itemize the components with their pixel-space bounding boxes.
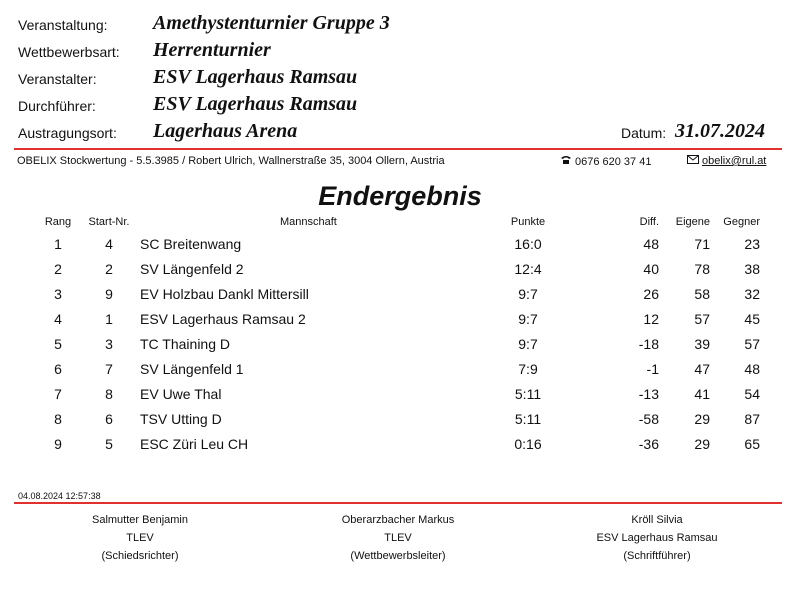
own-cell: 39: [694, 336, 710, 352]
team-cell: TC Thaining D: [140, 336, 231, 352]
signature-name: Oberarzbacher Markus: [341, 514, 455, 526]
points-cell: 16:0: [514, 236, 542, 252]
diff-cell: -1: [646, 361, 659, 377]
diff-cell: -18: [638, 336, 659, 352]
start-cell: 9: [105, 286, 113, 302]
table-row: [0, 386, 800, 411]
points-cell: 9:7: [518, 311, 538, 327]
team-cell: EV Holzbau Dankl Mittersill: [140, 286, 309, 302]
table-row: [0, 236, 800, 261]
diff-cell: 12: [643, 311, 659, 327]
software-info: OBELIX Stockwertung - 5.5.3985 / Robert Ulrich, Wallnerstraße 35, 3004 Ollern, Austria: [17, 155, 445, 167]
date-label: Datum:: [621, 125, 667, 141]
signature-secretary: [547, 511, 767, 565]
table-row: [0, 361, 800, 386]
opp-cell: 23: [744, 236, 760, 252]
own-cell: 71: [694, 236, 710, 252]
col-rank: Rang: [44, 216, 72, 228]
diff-cell: 40: [643, 261, 659, 277]
event-value: Amethystenturnier Gruppe 3: [153, 12, 390, 34]
header-organizer: [0, 66, 800, 92]
signature-org: TLEV: [126, 532, 154, 544]
email-link[interactable]: obelix@rul.at: [702, 155, 767, 167]
rank-cell: 4: [54, 311, 62, 327]
phone-info: [560, 155, 651, 168]
opp-cell: 48: [744, 361, 760, 377]
diff-cell: -13: [638, 386, 659, 402]
points-cell: 9:7: [518, 286, 538, 302]
own-cell: 29: [694, 411, 710, 427]
start-cell: 4: [105, 236, 113, 252]
rank-cell: 6: [54, 361, 62, 377]
envelope-icon: [687, 155, 699, 167]
venue-value: Lagerhaus Arena: [153, 120, 298, 142]
points-cell: 12:4: [514, 261, 542, 277]
timestamp: 04.08.2024 12:57:38: [18, 491, 101, 501]
start-cell: 3: [105, 336, 113, 352]
own-cell: 78: [694, 261, 710, 277]
col-start: Start-Nr.: [88, 216, 130, 228]
start-cell: 8: [105, 386, 113, 402]
points-cell: 0:16: [514, 436, 542, 452]
own-cell: 41: [694, 386, 710, 402]
rank-cell: 1: [54, 236, 62, 252]
table-row: [0, 336, 800, 361]
page-title: Endergebnis: [318, 181, 482, 211]
team-cell: SC Breitenwang: [140, 236, 242, 252]
table-row: [0, 311, 800, 336]
opp-cell: 32: [744, 286, 760, 302]
rank-cell: 9: [54, 436, 62, 452]
own-cell: 57: [694, 311, 710, 327]
host-value: ESV Lagerhaus Ramsau: [153, 93, 358, 115]
header-host: [0, 93, 800, 119]
email-info: [687, 155, 766, 167]
points-cell: 5:11: [514, 411, 542, 427]
organizer-value: ESV Lagerhaus Ramsau: [153, 66, 358, 88]
team-cell: ESC Züri Leu CH: [140, 436, 249, 452]
rank-cell: 7: [54, 386, 62, 402]
table-row: [0, 411, 800, 436]
team-cell: TSV Utting D: [140, 411, 222, 427]
signature-role: (Schriftführer): [623, 550, 691, 562]
opp-cell: 57: [744, 336, 760, 352]
table-row: [0, 261, 800, 286]
organizer-label: Veranstalter:: [18, 71, 97, 87]
header-type: [0, 39, 800, 65]
opp-cell: 38: [744, 261, 760, 277]
header-event: [0, 12, 800, 38]
event-label: Veranstaltung:: [18, 17, 108, 33]
signature-role: (Wettbewerbsleiter): [350, 550, 446, 562]
team-cell: ESV Lagerhaus Ramsau 2: [140, 311, 306, 327]
diff-cell: -58: [638, 411, 659, 427]
header-divider: [14, 148, 782, 150]
start-cell: 2: [105, 261, 113, 277]
opp-cell: 65: [744, 436, 760, 452]
start-cell: 5: [105, 436, 113, 452]
col-opp: Gegner: [723, 216, 760, 228]
phone-number: 0676 620 37 41: [575, 156, 652, 168]
team-cell: EV Uwe Thal: [140, 386, 222, 402]
opp-cell: 54: [744, 386, 760, 402]
points-cell: 5:11: [514, 386, 542, 402]
opp-cell: 45: [744, 311, 760, 327]
rank-cell: 2: [54, 261, 62, 277]
type-value: Herrenturnier: [153, 39, 271, 61]
date-value: 31.07.2024: [675, 120, 765, 142]
own-cell: 58: [694, 286, 710, 302]
rank-cell: 3: [54, 286, 62, 302]
signature-referee: [30, 511, 250, 565]
diff-cell: -36: [638, 436, 659, 452]
type-label: Wettbewerbsart:: [18, 44, 120, 60]
venue-label: Austragungsort:: [18, 125, 117, 141]
diff-cell: 48: [643, 236, 659, 252]
rank-cell: 5: [54, 336, 62, 352]
signature-role: (Schiedsrichter): [101, 550, 179, 562]
col-points: Punkte: [510, 216, 546, 228]
start-cell: 1: [105, 311, 113, 327]
table-row: [0, 436, 800, 461]
opp-cell: 87: [744, 411, 760, 427]
team-cell: SV Längenfeld 2: [140, 261, 244, 277]
signature-org: ESV Lagerhaus Ramsau: [596, 532, 718, 544]
footer-divider: [14, 502, 782, 504]
start-cell: 6: [105, 411, 113, 427]
rank-cell: 8: [54, 411, 62, 427]
points-cell: 9:7: [518, 336, 538, 352]
col-diff: Diff.: [639, 216, 659, 228]
signature-name: Kröll Silvia: [631, 514, 683, 526]
points-cell: 7:9: [518, 361, 538, 377]
own-cell: 47: [694, 361, 710, 377]
team-cell: SV Längenfeld 1: [140, 361, 244, 377]
signature-name: Salmutter Benjamin: [92, 514, 188, 526]
diff-cell: 26: [643, 286, 659, 302]
phone-icon: [560, 155, 572, 168]
table-row: [0, 286, 800, 311]
host-label: Durchführer:: [18, 98, 96, 114]
start-cell: 7: [105, 361, 113, 377]
col-own: Eigene: [675, 216, 710, 228]
col-team: Mannschaft: [280, 216, 337, 228]
signature-director: [288, 511, 508, 565]
own-cell: 29: [694, 436, 710, 452]
signature-org: TLEV: [384, 532, 412, 544]
